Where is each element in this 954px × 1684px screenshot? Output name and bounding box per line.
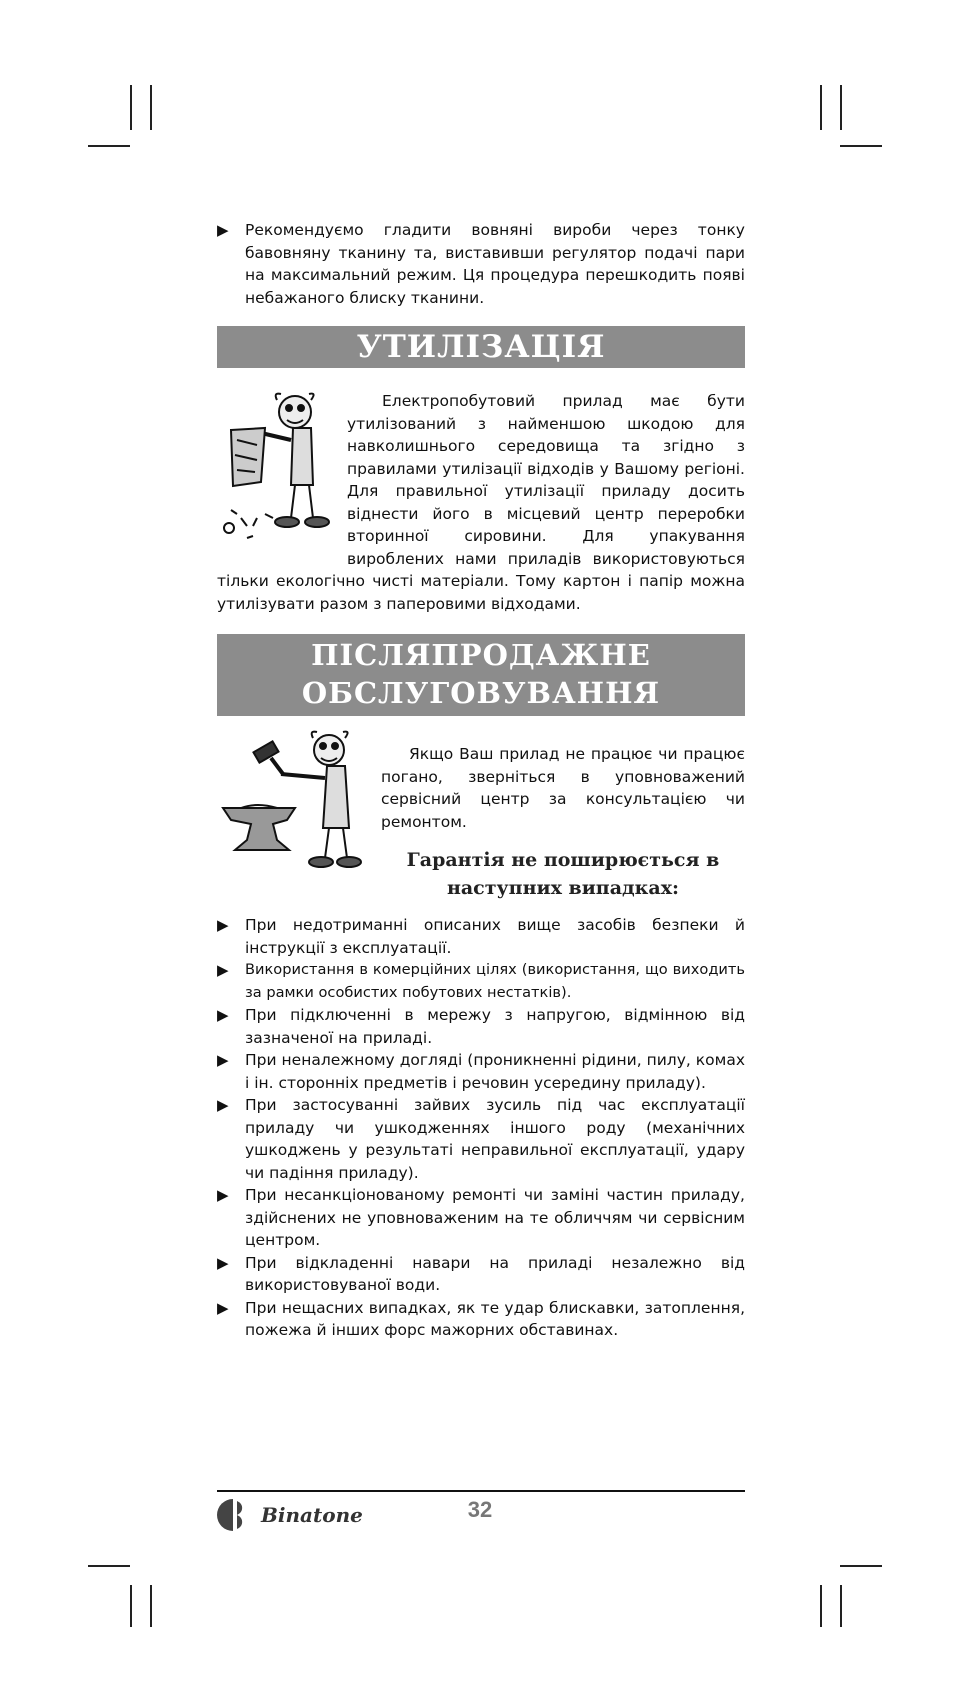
utilization-text — [217, 390, 745, 615]
crop-mark — [840, 85, 842, 130]
crop-mark — [130, 85, 132, 130]
utilization-paragraph: Електропобутовий прилад має бути утилізований з найменшою шкодою для навколишнього середовища та згідно з правилами утилізації відходів у Вашому регіоні. Для правильної утилізації приладу досить віднести його в місцевий центр переробки вторинної сировини. Для упакування вироблених нами приладів використовуються тільки екологічно чисті матеріали. Тому картон і папір можна утилізувати разом з паперовими відходами. — [217, 392, 745, 613]
crop-mark — [150, 1585, 152, 1627]
service-text — [381, 743, 745, 833]
crop-mark — [150, 85, 152, 130]
crop-mark — [840, 1585, 842, 1627]
list-item — [217, 1184, 745, 1252]
binatone-mark-icon — [217, 1497, 257, 1533]
crop-mark — [840, 1565, 882, 1567]
bullet-arrow-icon: ▶ — [217, 1253, 229, 1272]
list-item — [217, 1049, 745, 1094]
page-number: 32 — [467, 1497, 493, 1522]
service-paragraph: Якщо Ваш прилад не працює чи працює погано, зверніться в уповноважений сервісний центр за консультацією чи ремонтом. — [381, 745, 745, 831]
intro-bullet-text: Рекомендуємо гладити вовняні вироби через тонку бавовняну тканину та, виставивши регулятор подачі пари на максимальний режим. Ця процедура перешкодить появі небажаного блиску тканини. — [245, 221, 745, 307]
bullet-arrow-icon: ▶ — [217, 1186, 229, 1204]
list-item — [217, 914, 745, 959]
section-title: УТИЛІЗАЦІЯ — [356, 329, 606, 365]
crop-mark — [130, 1585, 132, 1627]
crop-mark — [820, 1585, 822, 1627]
crop-mark — [88, 145, 130, 147]
anvil-repair-illustration — [217, 728, 367, 878]
crop-mark — [840, 145, 882, 147]
bullet-arrow-icon: ▶ — [217, 961, 229, 979]
warranty-subhead — [381, 846, 745, 902]
list-item — [217, 1297, 745, 1342]
list-item-text: Використання в комерційних цілях (використання, що виходить за рамки особистих побутових нестатків). — [245, 961, 745, 1001]
list-item-text: При неналежному догляді (проникненні рідини, пилу, комах і ін. сторонніх предметів і речовин усередину приладу). — [245, 1051, 745, 1092]
intro-bullet — [217, 219, 745, 309]
bullet-arrow-icon: ▶ — [217, 916, 229, 934]
section-title-line2: ОБСЛУГОВУВАННЯ — [301, 676, 661, 710]
bullet-arrow-icon: ▶ — [217, 221, 229, 239]
list-item-text: При відкладенні навари на приладі незалежно від використовуваної води. — [245, 1253, 745, 1294]
list-item-text: При застосуванні зайвих зусиль під час експлуатації приладу чи ушкодженнях іншого роду (механічних ушкоджень у результаті неправильної експлуатації, удару чи падіння приладу). — [245, 1096, 745, 1182]
bullet-arrow-icon: ▶ — [217, 1096, 229, 1114]
warranty-exclusion-list — [217, 914, 745, 1342]
list-item — [217, 1252, 745, 1297]
list-item-text: При несанкціонованому ремонті чи заміні частин приладу, здійснених не уповноваженим на те обличчям чи сервісним центром. — [245, 1186, 745, 1249]
section-title-line1: ПІСЛЯПРОДАЖНЕ — [311, 638, 651, 672]
list-item — [217, 959, 745, 1004]
bullet-arrow-icon: ▶ — [217, 1298, 229, 1317]
bullet-arrow-icon: ▶ — [217, 1006, 229, 1024]
section-banner-service — [217, 634, 745, 716]
brand-name: Binatone — [261, 1503, 363, 1527]
subhead-line1: Гарантія не поширюється в — [406, 849, 720, 871]
crop-mark — [88, 1565, 130, 1567]
footer-rule — [217, 1490, 745, 1492]
list-item-text: При підключенні в мережу з напругою, відмінною від зазначеної на приладі. — [245, 1006, 745, 1047]
subhead-line2: наступних випадках: — [446, 877, 680, 899]
list-item-text: При недотриманні описаних вище засобів безпеки й інструкції з експлуатації. — [245, 916, 745, 957]
list-item — [217, 1004, 745, 1049]
section-banner-utilization — [217, 326, 745, 368]
crop-mark — [820, 85, 822, 130]
list-item-text: При нещасних випадках, як те удар блискавки, затоплення, пожежа й інших форс мажорних обставинах. — [245, 1298, 745, 1339]
bullet-arrow-icon: ▶ — [217, 1051, 229, 1069]
text-wrap-spacer — [217, 390, 347, 548]
brand-logo — [217, 1497, 363, 1533]
list-item — [217, 1094, 745, 1184]
